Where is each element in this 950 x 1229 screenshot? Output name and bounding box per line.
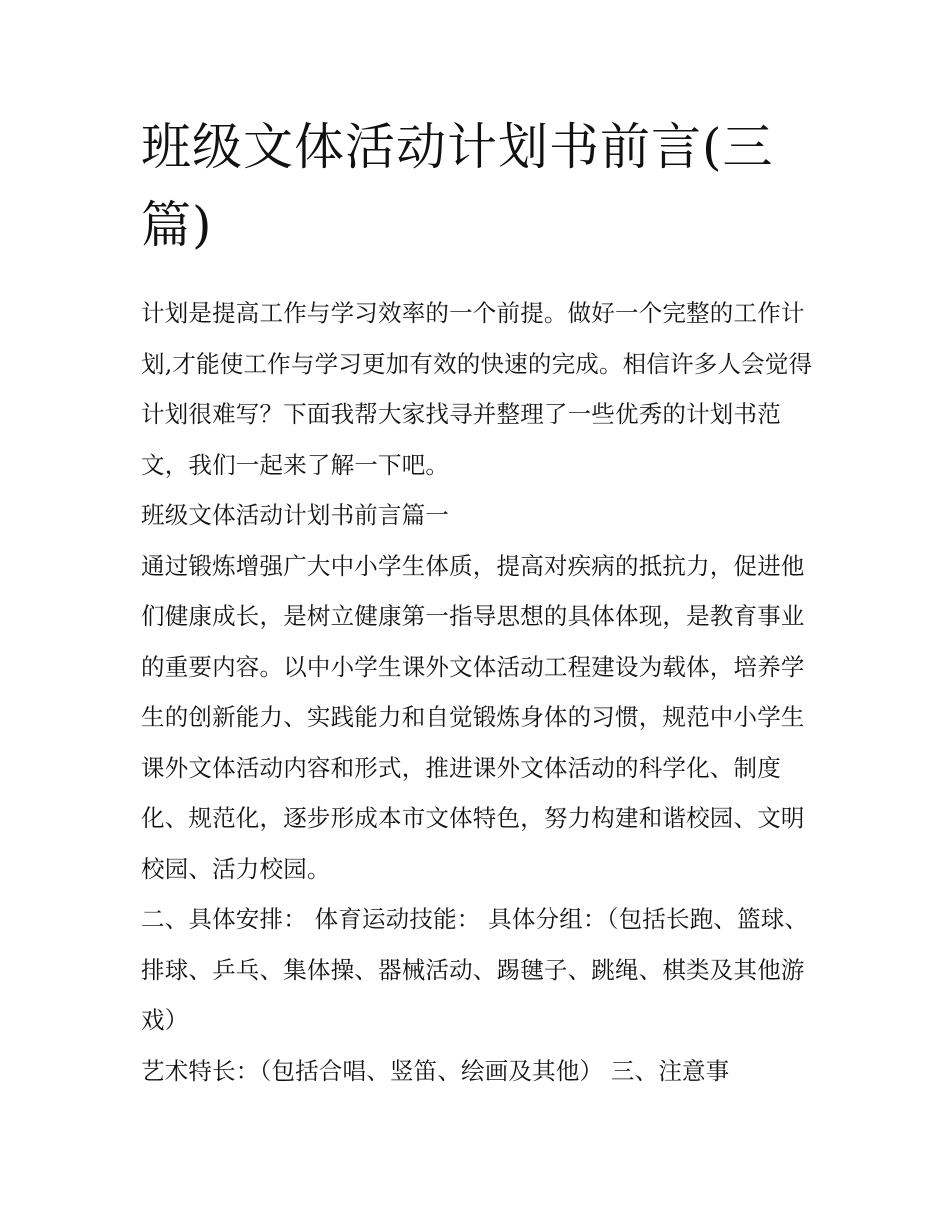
body-paragraph-arrangement: 二、具体安排： 体育运动技能： 具体分组：（包括长跑、篮球、排球、乒乓、集体操、器械活动、踢毽子、跳绳、棋类及其他游戏） xyxy=(141,905,809,1034)
document-title: 班级文体活动计划书前言(三篇) xyxy=(141,118,774,254)
body-paragraph-art-skills: 艺术特长：（包括合唱、竖笛、绘画及其他） 三、注意事 xyxy=(141,1056,730,1085)
document-page xyxy=(141,108,821,1096)
section-heading-part-one: 班级文体活动计划书前言篇一 xyxy=(141,501,450,529)
body-paragraph-purpose: 通过锻炼增强广大中小学生体质，提高对疾病的抵抗力，促进他们健康成长，是树立健康第一指导思想的具体体现，是教育事业的重要内容。以中小学生课外文体活动工程建设为载体，培养学生的创新能力、实践能力和自觉锻炼身体的习惯，规范中小学生课外文体活动内容和形式，推进课外文体活动的科学化、制度化、规范化，逐步形成本市文体特色，努力构建和谐校园、文明校园、活力校园。 xyxy=(141,551,805,883)
intro-paragraph: 计划是提高工作与学习效率的一个前提。做好一个完整的工作计划,才能使工作与学习更加有效的快速的完成。相信许多人会觉得计划很难写？下面我帮大家找寻并整理了一些优秀的计划书范文，我们一起来了解一下吧。 xyxy=(141,299,813,479)
title-spacer xyxy=(141,264,821,288)
